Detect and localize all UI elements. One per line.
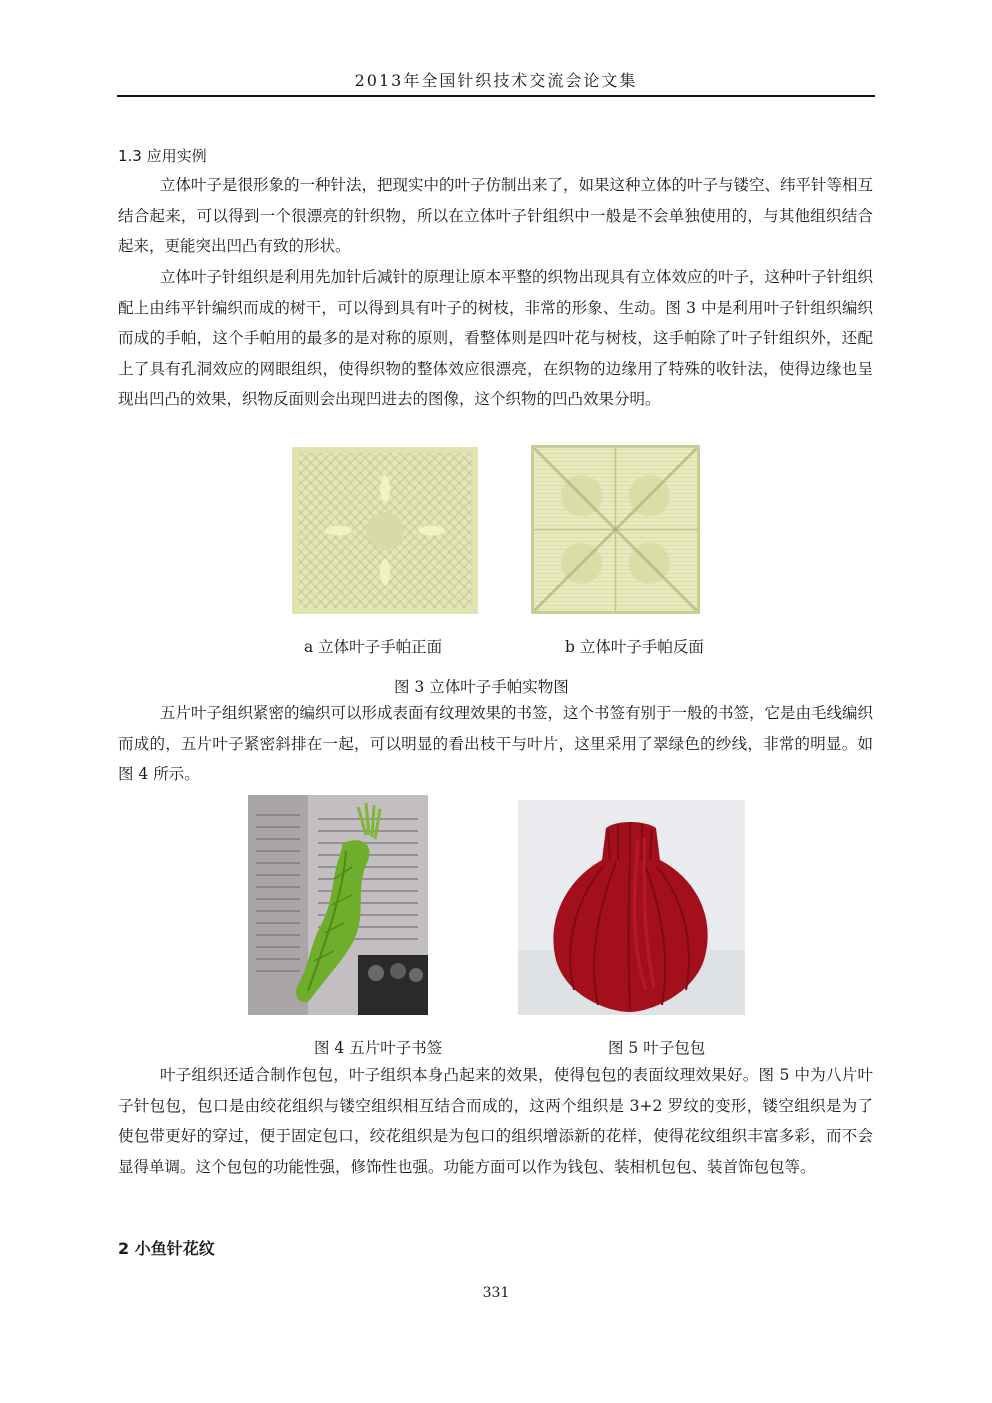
bag-illustration	[518, 800, 745, 1015]
header-rule	[117, 95, 875, 97]
paragraph-1: 立体叶子是很形象的一种针法，把现实中的叶子仿制出来了，如果这种立体的叶子与镂空、纬平针等相互结合起来，可以得到一个很漂亮的针织物，所以在立体叶子针组织中一般是不会单独使用的，与其他组织结合起来，更能突出凹凸有致的形状。	[118, 176, 874, 256]
figure-3-caption: 图 3 立体叶子手帕实物图	[394, 678, 569, 696]
figure-5-bag-photo	[518, 800, 745, 1015]
page-number: 331	[482, 1285, 510, 1301]
figure-4-caption: 图 4 五片叶子书签	[314, 1039, 443, 1057]
figure-3a-subcaption: a 立体叶子手帕正面	[304, 638, 443, 656]
figure-3a-handkerchief-front	[292, 447, 478, 614]
figure-5-caption: 图 5 叶子包包	[608, 1039, 706, 1057]
bookmark-illustration	[248, 795, 428, 1015]
page-header-title: 2013年全国针织技术交流会论文集	[354, 71, 638, 90]
figure-3b-subcaption: b 立体叶子手帕反面	[565, 638, 704, 656]
section-heading-2: 2 小鱼针花纹	[118, 1239, 215, 1258]
figure-3b-handkerchief-back	[531, 445, 700, 614]
paragraph-2: 立体叶子针组织是利用先加针后减针的原理让原本平整的织物出现具有立体效应的叶子，这种叶子针组织配上由纬平针编织而成的树干，可以得到具有叶子的树枝，非常的形象、生动。图 3 中是利用叶子针组织编织而成的手帕，这个手帕用的最多的是对称的原则，看整体则是四叶花与树枝，这手帕除了叶子针组织外，还配上了具有孔洞效应的网眼组织，使得织物的整体效应很漂亮，在织物的边缘用了特殊的收针法，使得边缘也呈现出凹凸的效果，织物反面则会出现凹进去的图像，这个织物的凹凸效果分明。	[118, 268, 874, 409]
paragraph-4: 叶子组织还适合制作包包，叶子组织本身凸起来的效果，使得包包的表面纹理效果好。图 5 中为八片叶子针包包，包口是由绞花组织与镂空组织相互结合而成的，这两个组织是 3+2 罗纹的变形，镂空组织是为了使包带更好的穿过，便于固定包口，绞花组织是为包口的组织增添新的花样，使得花纹组织丰富多彩，而不会显得单调。这个包包的功能性强，修饰性也强。功能方面可以作为钱包、装相机包包、装首饰包包等。	[118, 1066, 873, 1176]
paragraph-3: 五片叶子组织紧密的编织可以形成表面有纹理效果的书签，这个书签有别于一般的书签，它是由毛线编织而成的，五片叶子紧密斜排在一起，可以明显的看出枝干与叶片，这里采用了翠绿色的纱线，非常的明显。如图 4 所示。	[118, 704, 874, 784]
figure-4-bookmark-photo	[248, 795, 428, 1015]
section-heading-1-3: 1.3 应用实例	[118, 147, 207, 165]
